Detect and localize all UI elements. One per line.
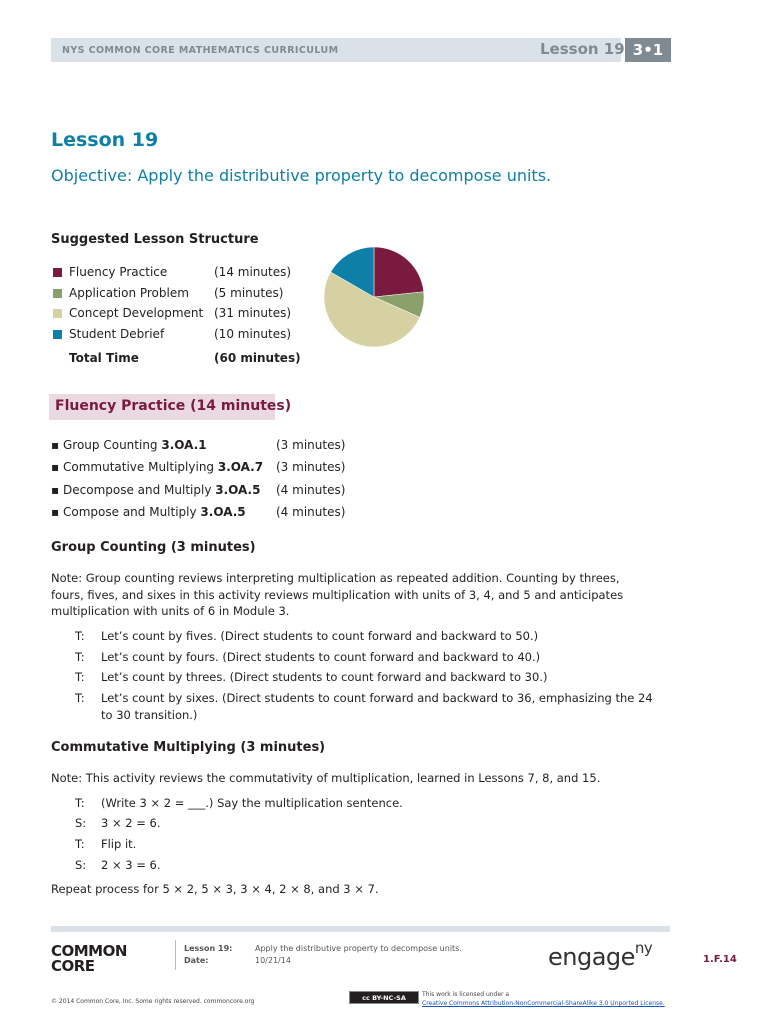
group-counting-heading: Group Counting (3 minutes) — [51, 540, 256, 555]
fluency-item-text: Decompose and Multiply — [63, 483, 216, 497]
fluency-item-text: Commutative Multiplying — [63, 460, 218, 474]
structure-title: Suggested Lesson Structure — [51, 232, 259, 247]
structure-minutes: (31 minutes) — [214, 306, 292, 320]
dialog-speaker: T: — [75, 837, 85, 851]
fluency-item-standard: 3.OA.1 — [161, 438, 207, 452]
structure-label: Fluency Practice — [69, 265, 168, 279]
structure-label: Application Problem — [69, 286, 189, 300]
bullet: ▪ — [51, 505, 60, 519]
fluency-item-minutes: (3 minutes) — [276, 438, 346, 452]
dialog-text: Let’s count by fours. (Direct students to count forward and backward to 40.) — [101, 650, 541, 664]
dialog-text: 3 × 2 = 6. — [101, 816, 161, 830]
license-text: This work is licensed under a — [422, 991, 510, 998]
dialog-speaker: T: — [75, 691, 85, 705]
module-badge: 3•1 — [625, 38, 671, 62]
header-lesson: Lesson 19 — [540, 40, 625, 58]
swatch-fluency — [53, 268, 62, 277]
bullet: ▪ — [51, 438, 60, 452]
footer-lesson-label: Lesson 19: — [184, 944, 233, 953]
dialog-text: (Write 3 × 2 = ___.) Say the multiplication sentence. — [101, 796, 403, 810]
lesson-pie-chart — [322, 245, 426, 349]
fluency-item-minutes: (3 minutes) — [276, 460, 346, 474]
fluency-heading: Fluency Practice (14 minutes) — [55, 398, 292, 414]
page-number: 1.F.14 — [703, 954, 737, 965]
dialog-text: Let’s count by threes. (Direct students to count forward and backward to 30.) — [101, 670, 548, 684]
page-title: Lesson 19 — [51, 129, 159, 151]
swatch-application — [53, 289, 62, 298]
dialog-speaker: T: — [75, 670, 85, 684]
copyright: © 2014 Common Core, Inc. Some rights reserved. commoncore.org — [51, 998, 255, 1005]
commutative-note: Note: This activity reviews the commutativity of multiplication, learned in Lessons 7, 8, and 15. — [51, 771, 601, 785]
common-core-logo — [51, 944, 127, 974]
repeat-process: Repeat process for 5 × 2, 5 × 3, 3 × 4, 2 × 8, and 3 × 7. — [51, 882, 379, 896]
footer-lesson-value: Apply the distributive property to decompose units. — [255, 944, 462, 953]
structure-minutes: (10 minutes) — [214, 327, 292, 341]
swatch-debrief — [53, 330, 62, 339]
bullet: ▪ — [51, 483, 60, 497]
dialog-speaker: S: — [75, 816, 87, 830]
dialog-text: Flip it. — [101, 837, 137, 851]
dialog-speaker: T: — [75, 796, 85, 810]
structure-label: Concept Development — [69, 306, 204, 320]
footer-date-value: 10/21/14 — [255, 956, 291, 965]
footer-date-label: Date: — [184, 956, 209, 965]
license-link[interactable]: Creative Commons Attribution-NonCommercial-ShareAlike 3.0 Unported License. — [422, 1000, 665, 1007]
pie-slice-fluency-practice — [374, 247, 424, 297]
swatch-concept — [53, 309, 62, 318]
objective: Objective: Apply the distributive property to decompose units. — [51, 166, 552, 185]
logo-line: COMMON — [51, 942, 127, 960]
dialog-speaker: T: — [75, 629, 85, 643]
brand-text: engage — [548, 943, 635, 971]
dialog-text: Let’s count by fives. (Direct students to count forward and backward to 50.) — [101, 629, 539, 643]
dialog-speaker: T: — [75, 650, 85, 664]
fluency-item-text: Group Counting — [63, 438, 162, 452]
structure-label: Student Debrief — [69, 327, 165, 341]
engageny-logo — [548, 939, 653, 971]
fluency-item-minutes: (4 minutes) — [276, 483, 346, 497]
brand-sup: ny — [634, 939, 653, 957]
dialog-speaker: S: — [75, 858, 87, 872]
group-counting-note: Note: Group counting reviews interpreting multiplication as repeated addition. Counting by threes, fours, fives, and sixes in this activity reviews multiplication with units of 3, 4, and 5 and anticipates multiplication with units of 6 in Module 3. — [51, 571, 624, 618]
bullet: ▪ — [51, 460, 60, 474]
fluency-item-standard: 3.OA.5 — [200, 505, 246, 519]
dialog-text: 2 × 3 = 6. — [101, 858, 161, 872]
fluency-item-text: Compose and Multiply — [63, 505, 201, 519]
dialog-text: Let’s count by sixes. (Direct students to count forward and backward to 36, emphasizing the 24 to 30 transition.) — [101, 691, 653, 722]
footer-rule — [51, 926, 670, 932]
fluency-item-standard: 3.OA.5 — [215, 483, 261, 497]
structure-minutes: (5 minutes) — [214, 286, 284, 300]
fluency-item-standard: 3.OA.7 — [217, 460, 264, 474]
total-minutes: (60 minutes) — [214, 351, 301, 365]
logo-line: CORE — [51, 957, 95, 975]
commutative-heading: Commutative Multiplying (3 minutes) — [51, 740, 326, 755]
total-label: Total Time — [69, 351, 139, 365]
cc-license-badge[interactable]: cc BY-NC-SA — [349, 991, 419, 1004]
structure-minutes: (14 minutes) — [214, 265, 292, 279]
fluency-item-minutes: (4 minutes) — [276, 505, 346, 519]
footer-divider — [175, 940, 176, 970]
curriculum-title: NYS COMMON CORE MATHEMATICS CURRICULUM — [62, 45, 339, 56]
